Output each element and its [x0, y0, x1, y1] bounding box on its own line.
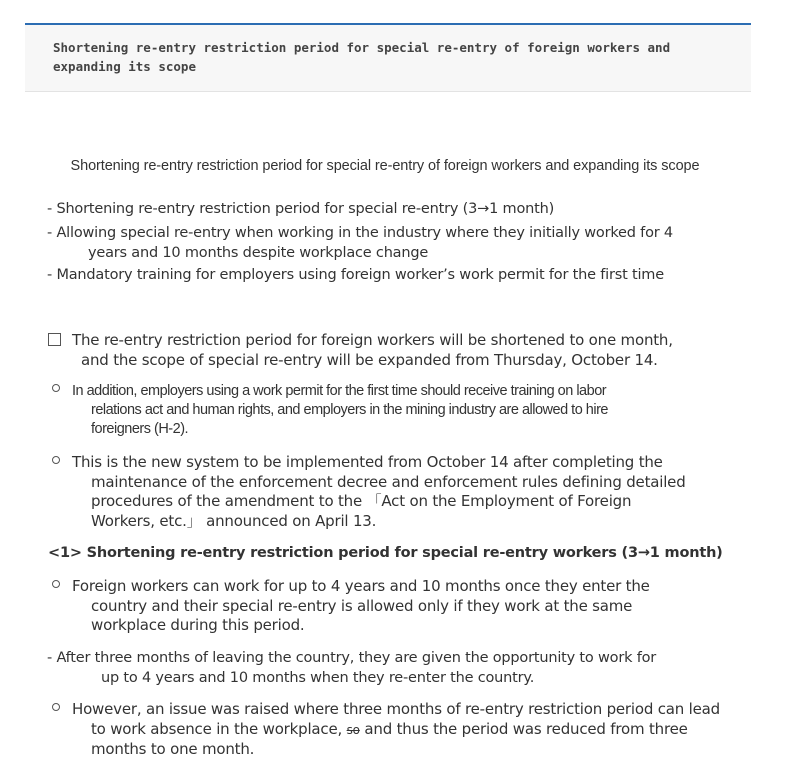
struck-word: so [346, 722, 360, 737]
circle-bullet-icon [52, 384, 60, 392]
summary-item [47, 199, 554, 219]
box-item [48, 330, 673, 370]
line-part: and thus the period was reduced from three [359, 719, 688, 738]
circle-item-line: Foreign workers can work for up to 4 years and 10 months once they enter the [72, 577, 650, 595]
dash-item-line-continued: up to 4 years and 10 months when they re-enter the country. [101, 670, 535, 686]
summary-line: - Shortening re-entry restriction period for special re-entry (3→1 month) [47, 201, 555, 217]
summary-item [47, 265, 664, 285]
dash-item [47, 648, 656, 688]
circle-item-line: In addition, employers using a work permit for the first time should receive training on labor [72, 383, 607, 399]
circle-item-line-continued: Workers, etc.」 announced on April 13. [91, 511, 377, 530]
circle-bullet-icon [52, 580, 60, 588]
circle-item-line-continued: procedures of the amendment to the 「Act on the Employment of Foreign [91, 492, 632, 510]
line-part: to work absence in the workplace, [91, 719, 347, 738]
circle-item-line-continued: relations act and human rights, and employers in the mining industry are allowed to hire [91, 402, 608, 418]
box-item-line-continued: and the scope of special re-entry will be expanded from Thursday, October 14. [81, 351, 658, 369]
circle-item-line-continued: maintenance of the enforcement decree and enforcement rules defining detailed [91, 472, 686, 491]
section-heading: <1> Shortening re-entry restriction period for special re-entry workers (3→1 month) [48, 545, 723, 561]
article-title: Shortening re-entry restriction period for special re-entry of foreign workers and expanding its scope [70, 158, 700, 174]
summary-line: - Mandatory training for employers using foreign worker’s work permit for the first time [47, 267, 664, 283]
circle-item-line-continued: months to one month. [91, 740, 255, 758]
summary-line: - Allowing special re-entry when working in the industry where they initially worked for 4 [47, 225, 673, 241]
circle-item-line-continued: country and their special re-entry is allowed only if they work at the same [91, 596, 633, 615]
dash-item-line: - After three months of leaving the country, they are given the opportunity to work for [47, 650, 657, 666]
article-header [25, 23, 751, 92]
circle-item-line-continued: foreigners (H-2). [91, 421, 189, 437]
circle-item-line-continued: workplace during this period. [91, 616, 305, 634]
circle-item-line: This is the new system to be implemented from October 14 after completing the [72, 453, 663, 471]
circle-item [48, 382, 608, 439]
square-bullet-icon [48, 333, 61, 346]
header-title: Shortening re-entry restriction period for special re-entry of foreign workers and expanding its scope [53, 40, 671, 74]
circle-item [48, 453, 686, 531]
circle-item-line: However, an issue was raised where three months of re-entry restriction period can lead [72, 700, 720, 718]
circle-bullet-icon [52, 456, 60, 464]
box-item-line: The re-entry restriction period for foreign workers will be shortened to one month, [72, 331, 673, 349]
circle-item [48, 700, 720, 760]
circle-item-line-continued [48, 720, 720, 741]
summary-line-continued: years and 10 months despite workplace change [88, 245, 429, 261]
circle-bullet-icon [52, 703, 60, 711]
circle-item [48, 577, 650, 636]
summary-item [47, 223, 673, 263]
